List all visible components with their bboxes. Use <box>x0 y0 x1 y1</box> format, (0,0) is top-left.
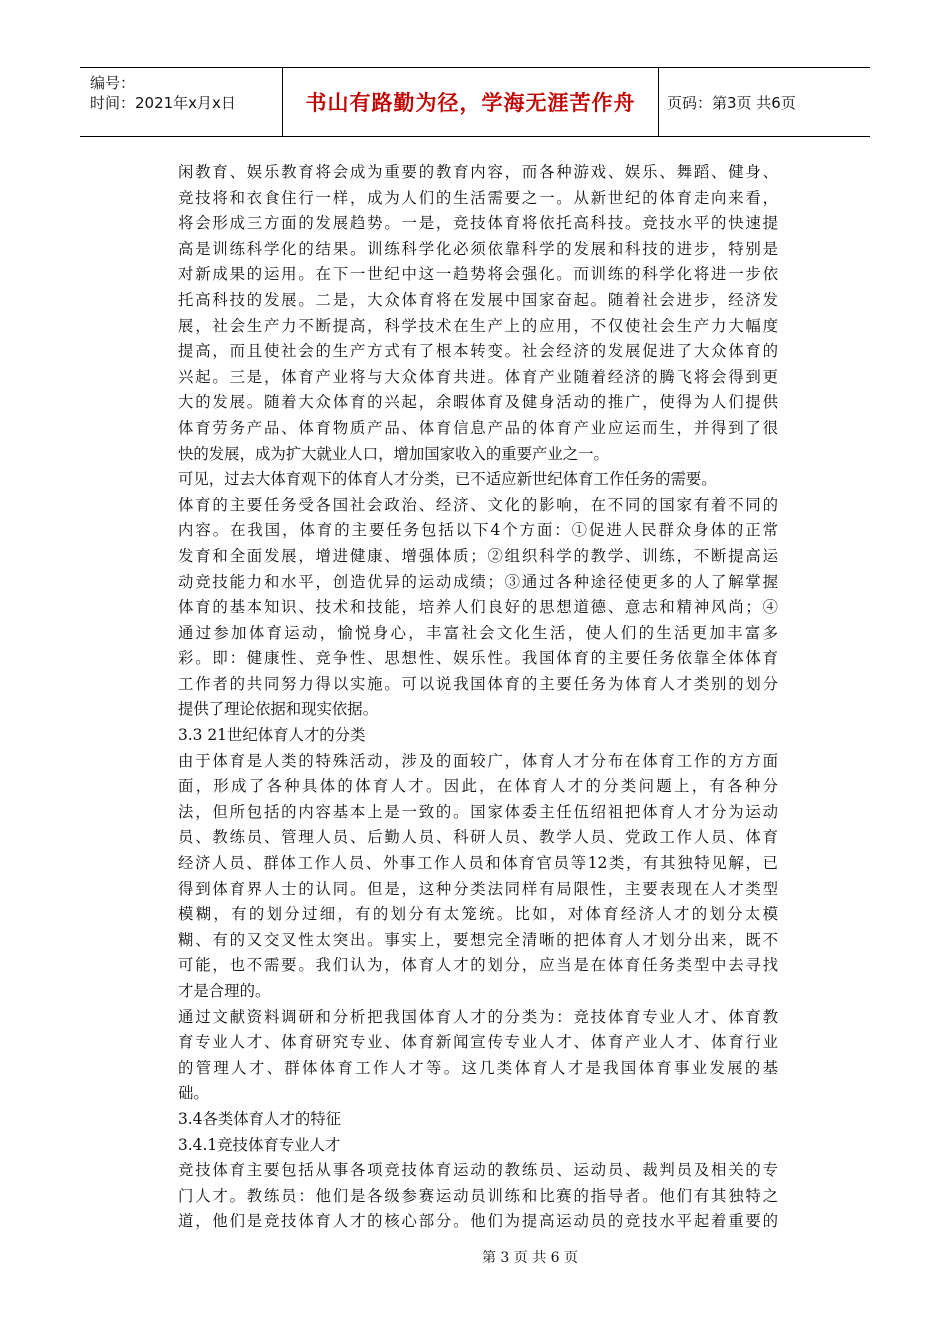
document-date-label: 时间：2021年x月x日 <box>90 94 236 112</box>
text-line: 由于体育是人类的特殊活动，涉及的面较广，体育人才分布在体育工作的方方面 <box>178 751 778 770</box>
text-line: 面，形成了各种具体的体育人才。因此，在体育人才的分类问题上，有各种分 <box>178 777 778 796</box>
document-body <box>178 160 778 1235</box>
text-line: 工作者的共同努力得以实施。可以说我国体育的主要任务为体育人才类别的划分 <box>178 674 778 693</box>
text-line: 动竞技能力和水平，创造优异的运动成绩；③通过各种途径使更多的人了解掌握 <box>178 572 778 591</box>
text-line: 快的发展，成为扩大就业人口，增加国家收入的重要产业之一。 <box>178 444 609 463</box>
text-line: 将会形成三方面的发展趋势。一是，竞技体育将依托高科技。竞技水平的快速提 <box>178 214 778 233</box>
text-line: 对新成果的运用。在下一世纪中这一趋势将会强化。而训练的科学化将进一步依 <box>178 265 778 284</box>
text-line: 模糊，有的划分过细，有的划分有太笼统。比如，对体育经济人才的划分太模 <box>178 905 778 924</box>
text-line: 通过参加体育运动，愉悦身心，丰富社会文化生活，使人们的生活更加丰富多 <box>178 623 778 642</box>
text-line: 大的发展。随着大众体育的兴起，余暇体育及健身活动的推广，使得为人们提供 <box>178 393 778 412</box>
text-line: 兴起。三是，体育产业将与大众体育共进。体育产业随着经济的腾飞将会得到更 <box>178 367 778 386</box>
text-line: 通过文献资料调研和分析把我国体育人才的分类为：竞技体育专业人才、体育教 <box>178 1007 778 1026</box>
text-line: 可能，也不需要。我们认为，体育人才的划分，应当是在体育任务类型中去寻找 <box>178 956 778 975</box>
text-line: 道，他们是竞技体育人才的核心部分。他们为提高运动员的竞技水平起着重要的 <box>178 1212 778 1231</box>
text-line: 得到体育界人士的认同。但是，这种分类法同样有局限性，主要表现在人才类型 <box>178 879 778 898</box>
header-page-number: 页码：第3页 共6页 <box>667 93 796 112</box>
text-line: 法，但所包括的内容基本上是一致的。国家体委主任伍绍祖把体育人才分为运动 <box>178 802 778 821</box>
text-line: 础。 <box>178 1084 209 1103</box>
text-line: 门人才。教练员：他们是各级参赛运动员训练和比赛的指导者。他们有其独特之 <box>178 1186 778 1205</box>
header-motto: 书山有路勤为径，学海无涯苦作舟 <box>283 68 659 136</box>
text-line: 糊、有的又交叉性太突出。事实上，要想完全清晰的把体育人才划分出来，既不 <box>178 930 778 949</box>
text-line: 经济人员、群体工作人员、外事工作人员和体育官员等12类，有其独特见解，已 <box>178 854 778 873</box>
text-line: 员、教练员、管理人员、后勤人员、科研人员、教学人员、党政工作人员、体育 <box>178 828 778 847</box>
text-line: 3.4各类体育人才的特征 <box>178 1109 341 1128</box>
text-line: 提供了理论依据和现实依据。 <box>178 700 379 719</box>
text-line: 育专业人才、体育研究专业、体育新闻宣传专业人才、体育产业人才、体育行业 <box>178 1033 778 1052</box>
text-line: 体育劳务产品、体育物质产品、体育信息产品的体育产业应运而生，并得到了很 <box>178 418 778 437</box>
text-line: 竞技将和衣食住行一样，成为人们的生活需要之一。从新世纪的体育走向来看， <box>178 188 778 207</box>
text-line: 体育的基本知识、技术和技能，培养人们良好的思想道德、意志和精神风尚；④ <box>178 598 778 617</box>
text-line: 才是合理的。 <box>178 982 271 1000</box>
page-header <box>80 67 870 137</box>
page-footer: 第 3 页 共 6 页 <box>481 1250 579 1266</box>
text-line: 竞技体育主要包括从事各项竞技体育运动的教练员、运动员、裁判员及相关的专 <box>178 1161 778 1180</box>
text-line: 3.4.1竞技体育专业人才 <box>178 1135 341 1154</box>
text-line: 可见，过去大体育观下的体育人才分类，已不适应新世纪体育工作任务的需要。 <box>178 470 717 489</box>
text-line: 体育的主要任务受各国社会政治、经济、文化的影响，在不同的国家有着不同的 <box>178 495 778 514</box>
text-line: 提高，而且使社会的生产方式有了根本转变。社会经济的发展促进了大众体育的 <box>178 342 778 361</box>
text-line: 高是训练科学化的结果。训练科学化必须依靠科学的发展和科技的进步，特别是 <box>178 239 778 258</box>
text-line: 托高科技的发展。二是，大众体育将在发展中国家奋起。随着社会进步，经济发 <box>178 290 778 309</box>
text-line: 的管理人才、群体体育工作人才等。这几类体育人才是我国体育事业发展的基 <box>178 1058 778 1077</box>
text-line: 彩。即：健康性、竞争性、思想性、娱乐性。我国体育的主要任务依靠全体体育 <box>178 649 778 668</box>
text-line: 3.3 21世纪体育人才的分类 <box>178 726 366 745</box>
text-line: 闲教育、娱乐教育将会成为重要的教育内容，而各种游戏、娱乐、舞蹈、健身、 <box>178 163 778 181</box>
text-line: 发育和全面发展，增进健康、增强体质；②组织科学的教学、训练，不断提高运 <box>178 546 778 565</box>
document-number-label: 编号： <box>90 74 136 92</box>
text-line: 展，社会生产力不断提高，科学技术在生产上的应用，不仅使社会生产力大幅度 <box>178 316 778 335</box>
header-meta <box>80 68 283 136</box>
text-line: 内容。在我国，体育的主要任务包括以下4个方面：①促进人民群众身体的正常 <box>178 521 778 540</box>
